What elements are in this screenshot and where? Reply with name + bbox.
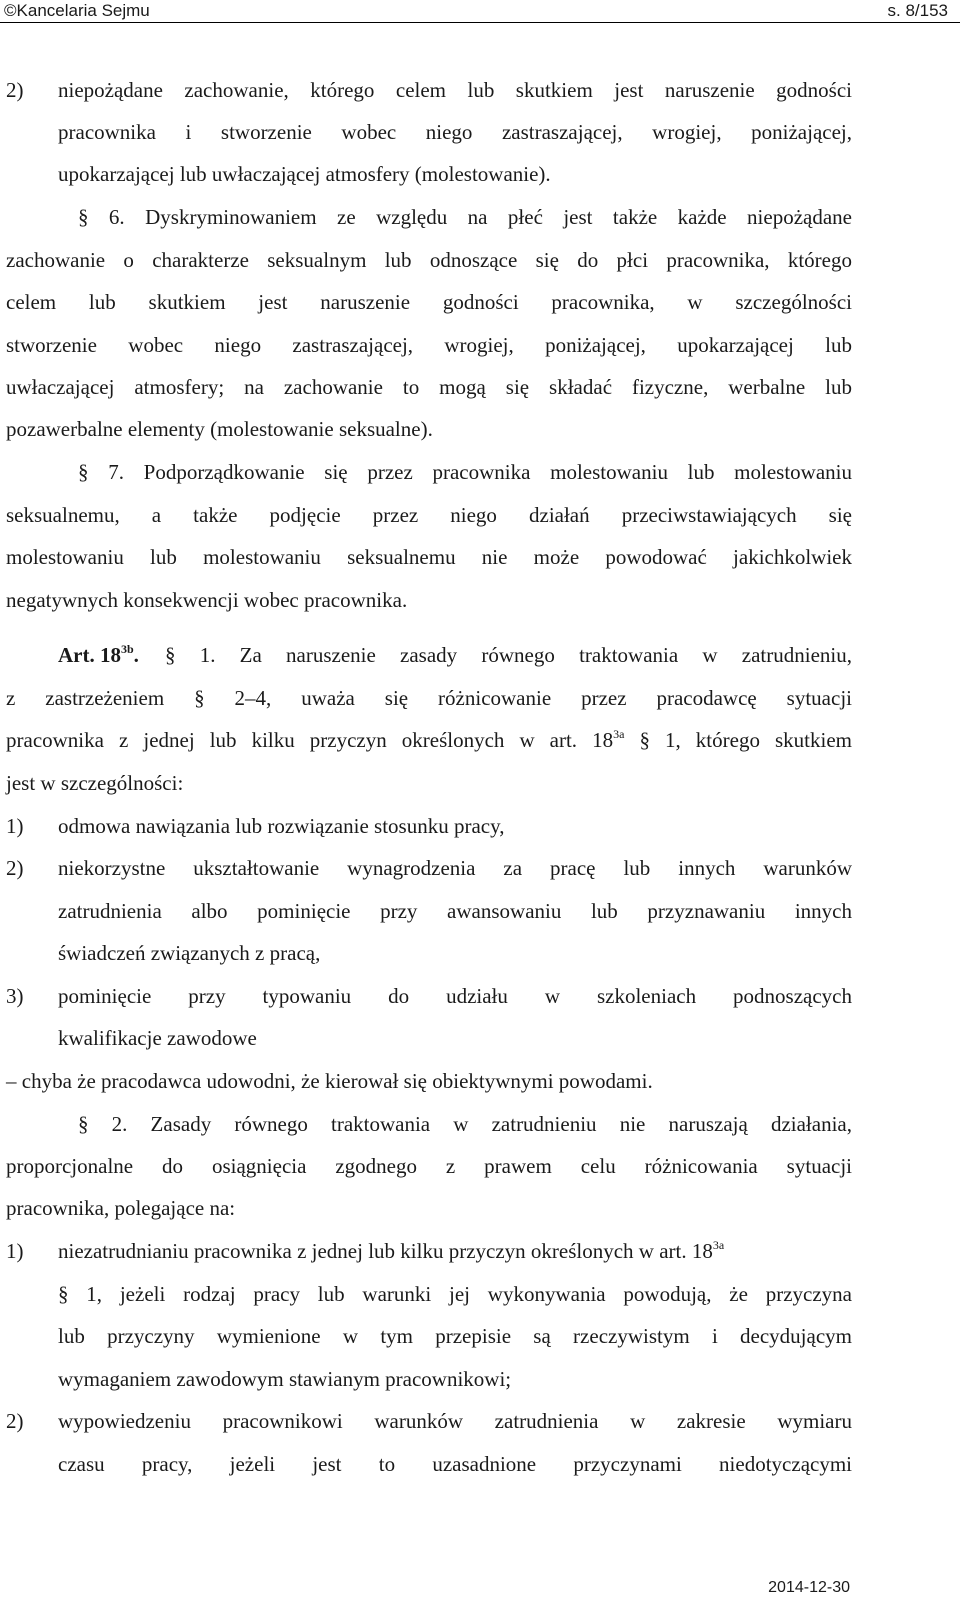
text-line: molestowaniu lub molestowaniu seksualnemu nie może powodować jakichkolwiek: [6, 545, 852, 569]
text-line: upokarzającej lub uwłaczającej atmosfery (molestowanie).: [58, 162, 551, 186]
text-line: seksualnemu, a także podjęcie przez niego działań przeciwstawiających się: [6, 503, 852, 527]
header-copyright: ©Kancelaria Sejmu: [4, 1, 150, 20]
page-header: [0, 0, 960, 23]
superscript: 3a: [712, 1238, 725, 1252]
text-line: jest w szczególności:: [6, 771, 184, 795]
list-item-number: 2): [6, 78, 24, 102]
text-line: wypowiedzeniu pracownikowi warunków zatrudnienia w zakresie wymiaru: [58, 1409, 852, 1433]
paragraph-6-start: § 6. Dyskryminowaniem ze względu na płeć jest także każde niepożądane: [78, 205, 852, 229]
text-fragment: niezatrudnianiu pracownika z jednej lub kilku przyczyn określonych w art. 18: [58, 1239, 713, 1263]
text-line: wymaganiem zawodowym stawianym pracownikowi;: [58, 1367, 512, 1391]
text-line: negatywnych konsekwencji wobec pracownika.: [6, 588, 408, 612]
text-line: kwalifikacje zawodowe: [58, 1026, 257, 1050]
list-item-number: 1): [6, 814, 24, 838]
text-line: [58, 1236, 852, 1266]
text-line: niepożądane zachowanie, którego celem lub skutkiem jest naruszenie godności: [58, 78, 852, 102]
article-dot: .: [133, 643, 139, 667]
text-line: zachowanie o charakterze seksualnym lub odnoszące się do płci pracownika, którego: [6, 248, 852, 272]
header-page-number: s. 8/153: [887, 1, 948, 20]
text-line: pozawerbalne elementy (molestowanie seksualne).: [6, 417, 433, 441]
text-line: uwłaczającej atmosfery; na zachowanie to mogą się składać fizyczne, werbalne lub: [6, 375, 852, 399]
article-superscript: 3b: [120, 642, 134, 656]
paragraph-7-start: § 7. Podporządkowanie się przez pracownika molestowaniu lub molestowaniu: [78, 460, 852, 484]
text-line: pominięcie przy typowaniu do udziału w szkoleniach podnoszących: [58, 984, 852, 1008]
text-line: celem lub skutkiem jest naruszenie godności pracownika, w szczególności: [6, 290, 852, 314]
superscript: 3a: [613, 727, 625, 741]
text-line: § 1. Za naruszenie zasady równego traktowania w zatrudnieniu,: [165, 643, 852, 667]
text-line: odmowa nawiązania lub rozwiązanie stosunku pracy,: [58, 814, 505, 838]
list-item-number: 2): [6, 856, 24, 880]
text-line: lub przyczyny wymienione w tym przepisie są rzeczywistym i decydującym: [58, 1324, 852, 1348]
text-line: niekorzystne ukształtowanie wynagrodzenia za pracę lub innych warunków: [58, 856, 852, 880]
text-line: – chyba że pracodawca udowodni, że kierował się obiektywnymi powodami.: [6, 1069, 653, 1093]
list-item-number: 2): [6, 1409, 24, 1433]
text-line: [6, 725, 852, 755]
text-line: zatrudnienia albo pominięcie przy awansowaniu lub przyznawaniu innych: [58, 899, 852, 923]
text-line: stworzenie wobec niego zastraszającej, wrogiej, poniżającej, upokarzającej lub: [6, 333, 852, 357]
text-line: z zastrzeżeniem § 2–4, uważa się różnicowanie przez pracodawcę sytuacji: [6, 686, 852, 710]
text-fragment: § 1, którego skutkiem: [624, 728, 852, 752]
text-fragment: pracownika z jednej lub kilku przyczyn określonych w art. 18: [6, 728, 614, 752]
text-line: § 1, jeżeli rodzaj pracy lub warunki jej wykonywania powodują, że przyczyna: [58, 1282, 852, 1306]
paragraph-2-start: § 2. Zasady równego traktowania w zatrudnieniu nie naruszają działania,: [78, 1112, 852, 1136]
list-item-number: 1): [6, 1239, 24, 1263]
text-line: pracownika i stworzenie wobec niego zastraszającej, wrogiej, poniżającej,: [58, 120, 852, 144]
text-line: czasu pracy, jeżeli jest to uzasadnione przyczynami niedotyczącymi: [58, 1452, 852, 1476]
text-line: świadczeń związanych z pracą,: [58, 941, 321, 965]
article-label: Art. 18: [58, 643, 121, 667]
text-line: proporcjonalne do osiągnięcia zgodnego z prawem celu różnicowania sytuacji: [6, 1154, 852, 1178]
list-item-number: 3): [6, 984, 24, 1008]
text-line: pracownika, polegające na:: [6, 1196, 236, 1220]
footer-date: 2014-12-30: [768, 1579, 850, 1596]
